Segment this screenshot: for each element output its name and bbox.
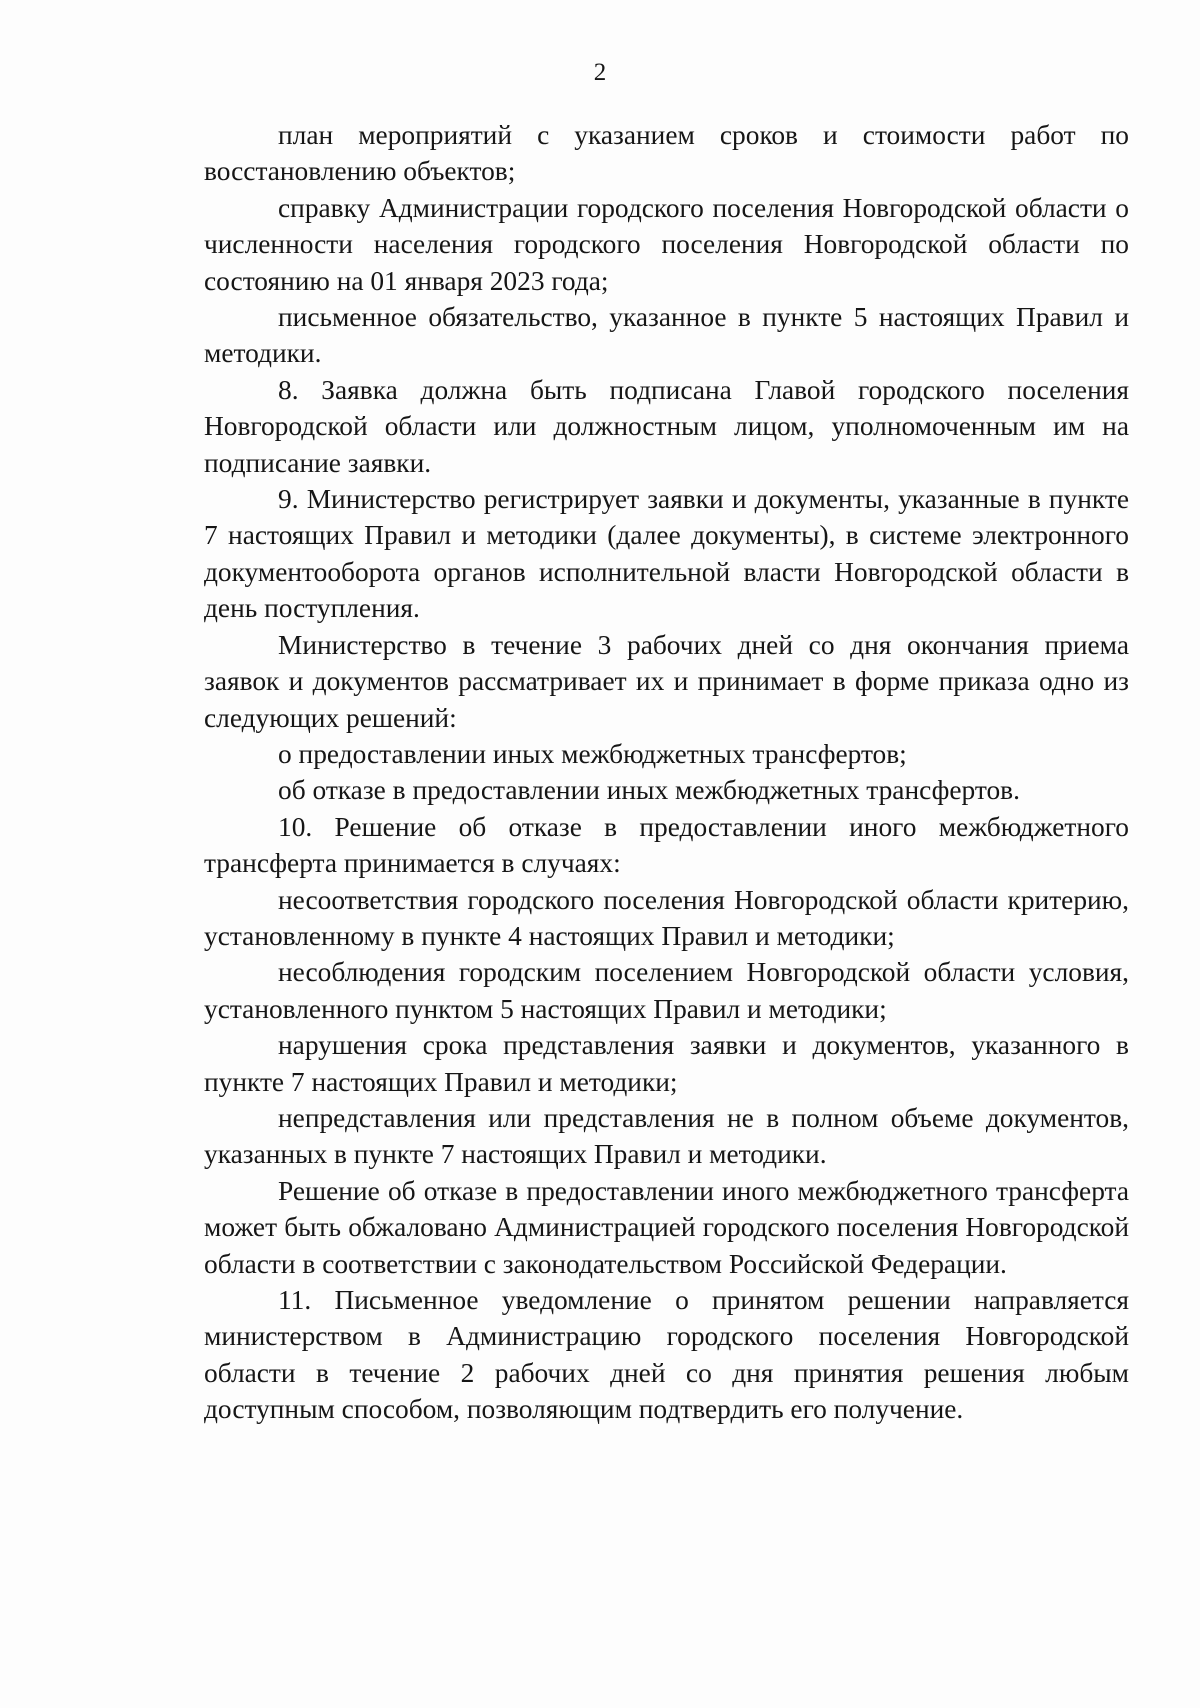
- paragraph: несоответствия городского поселения Новгородской области критерию, установленному в пункте 4 настоящих Правил и методики;: [204, 884, 1129, 951]
- paragraph: Решение об отказе в предоставлении иного межбюджетного трансферта может быть обжаловано Администрацией городского поселения Новгородской области в соответствии с законодательством Российской Федерации.: [204, 1175, 1129, 1279]
- paragraph: 11. Письменное уведомление о принятом решении направляется министерством в Администрацию городского поселения Новгородской области в течение 2 рабочих дней со дня принятия решения любым доступным способом, позволяющим подтвердить его получение.: [204, 1285, 1129, 1425]
- paragraph: об отказе в предоставлении иных межбюджетных трансфертов.: [278, 775, 1020, 806]
- paragraph: нарушения срока представления заявки и документов, указанного в пункте 7 настоящих Правил и методики;: [204, 1030, 1129, 1097]
- document-body: [204, 117, 1129, 1428]
- paragraph: о предоставлении иных межбюджетных трансфертов;: [278, 738, 907, 769]
- paragraph: 10. Решение об отказе в предоставлении иного межбюджетного трансферта принимается в случаях:: [204, 811, 1129, 879]
- paragraph: несоблюдения городским поселением Новгородской области условия, установленного пунктом 5 настоящих Правил и методики;: [204, 957, 1129, 1024]
- paragraph: Министерство в течение 3 рабочих дней со дня окончания приема заявок и документов рассматривает их и принимает в форме приказа одно из следующих решений:: [204, 629, 1129, 733]
- paragraph: письменное обязательство, указанное в пункте 5 настоящих Правил и методики.: [204, 302, 1129, 369]
- paragraph: план мероприятий с указанием сроков и стоимости работ по восстановлению объектов;: [204, 120, 1129, 187]
- paragraph: справку Администрации городского поселения Новгородской области о численности населения городского поселения Новгородской области по состоянию на 01 января 2023 года;: [204, 192, 1129, 296]
- page-number: 2: [593, 59, 607, 86]
- paragraph: 9. Министерство регистрирует заявки и документы, указанные в пункте 7 настоящих Правил и методики (далее документы), в системе электронного документооборота органов исполнительной власти Новгородской области в день поступления.: [204, 484, 1129, 624]
- paragraph: 8. Заявка должна быть подписана Главой городского поселения Новгородской области или должностным лицом, уполномоченным им на подписание заявки.: [204, 374, 1129, 478]
- paragraph: непредставления или представления не в полном объеме документов, указанных в пункте 7 настоящих Правил и методики.: [204, 1102, 1129, 1170]
